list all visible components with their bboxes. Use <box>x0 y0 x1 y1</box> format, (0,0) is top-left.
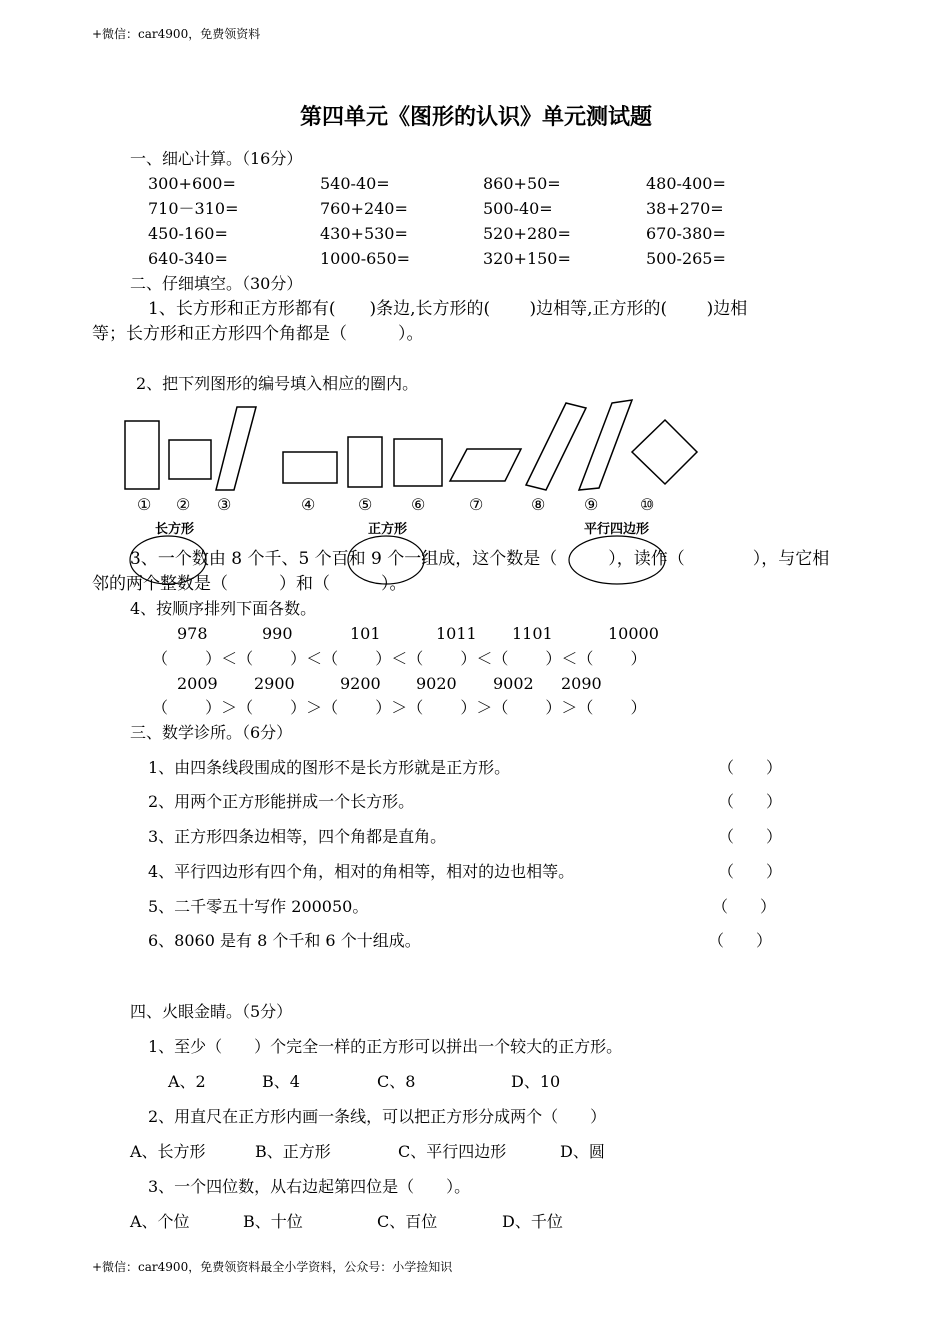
choice-option: D、圆 <box>560 1142 605 1161</box>
order-number: 101 <box>350 624 381 643</box>
choice-option: C、8 <box>377 1072 416 1091</box>
section-2-heading: 二、仔细填空。（30分） <box>130 274 303 293</box>
shape-number: ⑨ <box>584 495 599 514</box>
order-number: 2009 <box>177 674 218 693</box>
choice-option: B、4 <box>262 1072 300 1091</box>
calc-item: 520+280= <box>483 224 571 243</box>
calc-item: 430+530= <box>320 224 408 243</box>
order-blanks-ascending: （ ）＜（ ）＜（ ）＜（ ）＜（ ）＜（ ） <box>152 649 647 668</box>
order-number: 9200 <box>340 674 381 693</box>
choice-q2: 2、用直尺在正方形内画一条线，可以把正方形分成两个（ ） <box>148 1107 607 1126</box>
choice-q3: 3、一个四位数，从右边起第四位是（ ）。 <box>148 1177 471 1196</box>
choice-option: C、平行四边形 <box>398 1142 507 1161</box>
shape-number: ⑧ <box>531 495 546 514</box>
choice-option: A、个位 <box>130 1212 190 1231</box>
calc-item: 710－310= <box>148 199 239 218</box>
judge-bracket: （ ） <box>718 862 783 881</box>
order-number: 9002 <box>493 674 534 693</box>
calc-item: 860+50= <box>483 174 561 193</box>
fill-q3-line1: 3、一个数由 8 个千、5 个百和 9 个一组成，这个数是（ ），读作（ ），与它相 <box>130 549 830 569</box>
shape-6-square <box>394 439 442 486</box>
order-number: 978 <box>177 624 208 643</box>
judge-item: 3、正方形四条边相等，四个角都是直角。 <box>148 827 447 846</box>
judge-item: 1、由四条线段围成的图形不是长方形就是正方形。 <box>148 758 511 777</box>
page-footer: +微信：car4900，免费领资料最全小学资料，公众号：小学捡知识 <box>92 1260 453 1274</box>
fill-q3-line2: 邻的两个整数是（ ）和（ ）。 <box>92 574 407 594</box>
choice-q1: 1、至少（ ）个完全一样的正方形可以拼出一个较大的正方形。 <box>148 1037 623 1056</box>
shape-number: ② <box>176 495 191 514</box>
page-title: 第四单元《图形的认识》单元测试题 <box>300 105 653 130</box>
shape-1-rectangle <box>125 421 159 489</box>
section-3-heading: 三、数学诊所。（6分） <box>130 723 293 742</box>
category-label-rectangle: 长方形 <box>155 522 195 537</box>
calc-item: 480-400= <box>646 174 726 193</box>
choice-option: A、长方形 <box>130 1142 206 1161</box>
judge-item: 4、平行四边形有四个角，相对的角相等，相对的边也相等。 <box>148 862 575 881</box>
calc-item: 760+240= <box>320 199 408 218</box>
shape-number: ⑥ <box>411 495 426 514</box>
fill-q1-line2: 等；长方形和正方形四个角都是（ ）。 <box>92 324 424 344</box>
shape-number: ① <box>137 495 152 514</box>
fill-q4: 4、按顺序排列下面各数。 <box>130 599 317 618</box>
category-label-parallelogram: 平行四边形 <box>584 522 650 537</box>
calc-item: 300+600= <box>148 174 236 193</box>
choice-option: B、正方形 <box>255 1142 331 1161</box>
fill-q2: 2、把下列图形的编号填入相应的圈内。 <box>136 374 419 393</box>
calc-item: 320+150= <box>483 249 571 268</box>
order-number: 2900 <box>254 674 295 693</box>
shape-number: ④ <box>301 495 316 514</box>
fill-q1-line1: 1、长方形和正方形都有( )条边,长方形的( )边相等,正方形的( )边相 <box>148 299 748 319</box>
shape-number: ⑦ <box>469 495 484 514</box>
judge-item: 2、用两个正方形能拼成一个长方形。 <box>148 792 415 811</box>
judge-item: 6、8060 是有 8 个千和 6 个十组成。 <box>148 931 421 950</box>
judge-bracket: （ ） <box>712 897 777 916</box>
calc-item: 500-40= <box>483 199 553 218</box>
category-label-square: 正方形 <box>368 522 408 537</box>
choice-option: C、百位 <box>377 1212 438 1231</box>
shape-number: ⑤ <box>358 495 373 514</box>
shape-4-rectangle <box>283 452 337 483</box>
shape-8-parallelogram <box>526 403 586 490</box>
section-4-heading: 四、火眼金睛。（5分） <box>130 1002 293 1021</box>
shape-number: ⑩ <box>640 495 655 514</box>
order-number: 9020 <box>416 674 457 693</box>
calc-item: 670-380= <box>646 224 726 243</box>
calc-item: 640-340= <box>148 249 228 268</box>
judge-bracket: （ ） <box>718 827 783 846</box>
choice-option: D、10 <box>511 1072 561 1091</box>
judge-bracket: （ ） <box>718 758 783 777</box>
order-number: 1011 <box>436 624 477 643</box>
shape-9-parallelogram <box>579 400 632 490</box>
judge-item: 5、二千零五十写作 200050。 <box>148 897 369 916</box>
order-number: 2090 <box>561 674 602 693</box>
page-header: +微信：car4900，免费领资料 <box>92 27 261 41</box>
shape-7-parallelogram <box>450 449 521 481</box>
shape-5-rectangle <box>348 437 382 487</box>
calc-item: 38+270= <box>646 199 724 218</box>
shape-3-parallelogram <box>216 407 256 490</box>
calc-item: 500-265= <box>646 249 726 268</box>
order-number: 990 <box>262 624 293 643</box>
shape-number: ③ <box>217 495 232 514</box>
judge-bracket: （ ） <box>708 931 773 950</box>
calc-item: 450-160= <box>148 224 228 243</box>
calc-item: 540-40= <box>320 174 390 193</box>
shape-10-diamond-square <box>632 420 697 484</box>
order-number: 1101 <box>512 624 553 643</box>
order-number: 10000 <box>608 624 659 643</box>
choice-option: D、千位 <box>502 1212 563 1231</box>
choice-option: B、十位 <box>243 1212 303 1231</box>
section-1-heading: 一、细心计算。（16分） <box>130 149 303 168</box>
judge-bracket: （ ） <box>718 792 783 811</box>
calc-item: 1000-650= <box>320 249 411 268</box>
shape-2-square <box>169 440 211 479</box>
order-blanks-descending: （ ）＞（ ）＞（ ）＞（ ）＞（ ）＞（ ） <box>152 698 647 717</box>
choice-option: A、2 <box>168 1072 206 1091</box>
